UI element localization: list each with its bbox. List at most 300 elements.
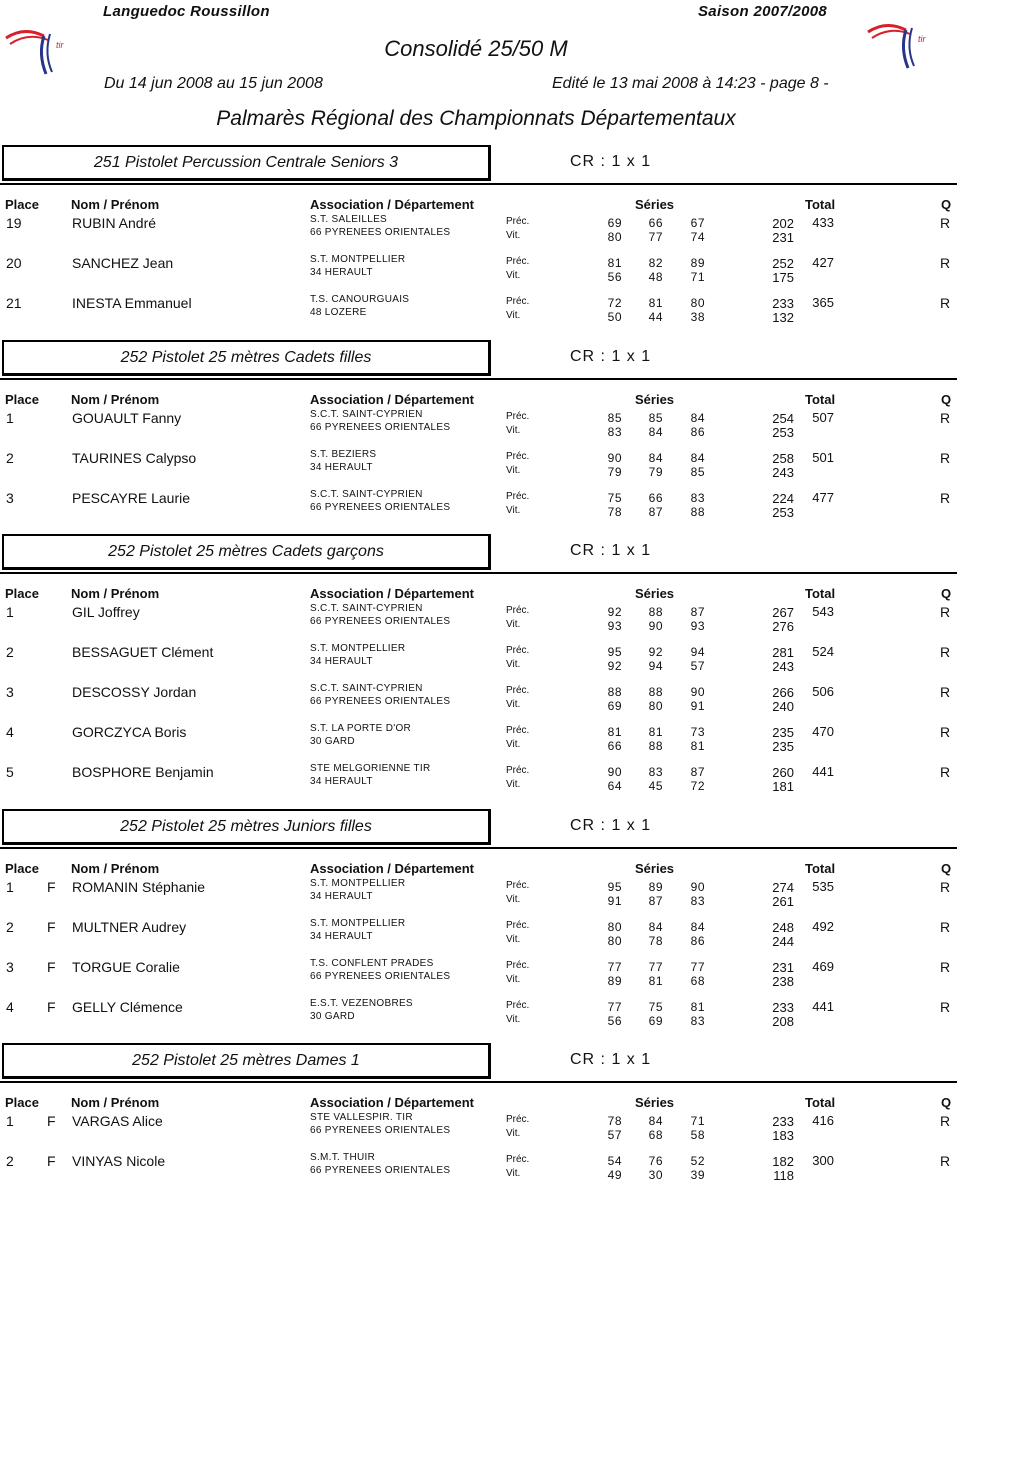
col-header-place: Place: [5, 1095, 39, 1110]
place-value: 20: [6, 255, 22, 271]
precision-subtotal: 254: [772, 411, 794, 426]
speed-label: Vit.: [506, 699, 521, 710]
precision-subtotal: 260: [772, 765, 794, 780]
place-value: 1: [6, 1113, 14, 1129]
speed-series-score: 91: [607, 894, 622, 908]
precision-series-score: 89: [690, 256, 705, 270]
col-header-series: Séries: [635, 586, 675, 601]
precision-series-score: 84: [690, 920, 705, 934]
speed-series-score: 44: [648, 310, 663, 324]
club-name: S.T. BEZIERS: [310, 449, 377, 460]
precision-series-score: 90: [607, 765, 622, 779]
speed-series-score: 93: [607, 619, 622, 633]
result-row: [0, 999, 960, 1035]
speed-series-score: 72: [690, 779, 705, 793]
category-cr-label: CR : 1 x 1: [570, 1051, 652, 1068]
speed-series-score: 79: [648, 465, 663, 479]
qualification-mark: R: [940, 919, 951, 935]
precision-subtotal: 274: [772, 880, 794, 895]
col-header-club: Association / Département: [310, 197, 474, 212]
speed-series-score: 93: [690, 619, 705, 633]
precision-series-score: 82: [648, 256, 663, 270]
precision-subtotal: 224: [772, 491, 794, 506]
col-header-total: Total: [805, 197, 836, 212]
precision-label: Préc.: [506, 725, 530, 736]
qualification-mark: R: [940, 1153, 951, 1169]
total-score: 524: [812, 644, 834, 659]
qualification-mark: R: [940, 644, 951, 660]
precision-subtotal: 202: [772, 216, 794, 231]
category-cr-label: CR : 1 x 1: [570, 817, 652, 834]
qualification-mark: R: [940, 255, 951, 271]
precision-series-score: 81: [607, 256, 622, 270]
precision-label: Préc.: [506, 451, 530, 462]
precision-series-score: 66: [648, 491, 663, 505]
speed-subtotal: 208: [772, 1014, 794, 1029]
result-row: [0, 295, 960, 331]
sex-value: F: [47, 999, 56, 1015]
place-value: 3: [6, 490, 14, 506]
speed-series-score: 57: [690, 659, 705, 673]
speed-label: Vit.: [506, 270, 521, 281]
precision-series-score: 84: [690, 411, 705, 425]
shooter-name: MULTNER Audrey: [72, 919, 187, 935]
precision-label: Préc.: [506, 1114, 530, 1125]
speed-subtotal: 244: [772, 934, 794, 949]
club-name: T.S. CONFLENT PRADES: [310, 958, 434, 969]
total-score: 506: [812, 684, 834, 699]
col-header-name: Nom / Prénom: [71, 861, 160, 876]
svg-text:tir: tir: [918, 34, 926, 44]
speed-series-score: 81: [690, 739, 705, 753]
club-name: E.S.T. VEZENOBRES: [310, 998, 413, 1009]
result-row: [0, 764, 960, 800]
shooter-name: INESTA Emmanuel: [72, 295, 192, 311]
place-value: 3: [6, 959, 14, 975]
sex-value: F: [47, 919, 56, 935]
speed-series-score: 84: [648, 425, 663, 439]
speed-series-score: 39: [690, 1168, 705, 1182]
speed-label: Vit.: [506, 505, 521, 516]
club-name: S.C.T. SAINT-CYPRIEN: [310, 603, 423, 614]
sex-value: F: [47, 879, 56, 895]
result-row: [0, 410, 960, 446]
place-value: 2: [6, 919, 14, 935]
speed-series-score: 85: [690, 465, 705, 479]
club-name: STE MELGORIENNE TIR: [310, 763, 431, 774]
precision-series-score: 77: [648, 960, 663, 974]
qualification-mark: R: [940, 879, 951, 895]
speed-series-score: 90: [648, 619, 663, 633]
col-header-club: Association / Département: [310, 392, 474, 407]
club-name: S.T. MONTPELLIER: [310, 918, 406, 929]
precision-series-score: 81: [690, 1000, 705, 1014]
result-row: [0, 684, 960, 720]
precision-series-score: 81: [607, 725, 622, 739]
precision-label: Préc.: [506, 645, 530, 656]
precision-series-score: 85: [607, 411, 622, 425]
speed-label: Vit.: [506, 779, 521, 790]
department-name: 66 PYRENEES ORIENTALES: [310, 971, 451, 982]
col-header-series: Séries: [635, 1095, 675, 1110]
precision-series-score: 87: [690, 605, 705, 619]
shooter-name: SANCHEZ Jean: [72, 255, 174, 271]
document-subtitle: Palmarès Régional des Championnats Départementaux: [216, 107, 736, 130]
speed-series-score: 64: [607, 779, 622, 793]
precision-label: Préc.: [506, 1154, 530, 1165]
sex-value: F: [47, 1153, 56, 1169]
total-score: 501: [812, 450, 834, 465]
speed-series-score: 80: [607, 230, 622, 244]
precision-series-score: 90: [690, 880, 705, 894]
department-name: 48 LOZERE: [310, 307, 367, 318]
precision-subtotal: 182: [772, 1154, 794, 1169]
department-name: 34 HERAULT: [310, 931, 373, 942]
precision-subtotal: 267: [772, 605, 794, 620]
club-name: S.M.T. THUIR: [310, 1152, 376, 1163]
precision-series-score: 89: [648, 880, 663, 894]
precision-label: Préc.: [506, 880, 530, 891]
total-score: 416: [812, 1113, 834, 1128]
precision-subtotal: 281: [772, 645, 794, 660]
precision-series-score: 72: [607, 296, 622, 310]
speed-series-score: 77: [648, 230, 663, 244]
qualification-mark: R: [940, 490, 951, 506]
col-header-club: Association / Département: [310, 586, 474, 601]
speed-series-score: 86: [690, 934, 705, 948]
precision-series-score: 84: [648, 1114, 663, 1128]
speed-series-score: 87: [648, 505, 663, 519]
speed-series-score: 78: [648, 934, 663, 948]
club-name: S.T. LA PORTE D'OR: [310, 723, 412, 734]
precision-series-score: 52: [690, 1154, 705, 1168]
precision-label: Préc.: [506, 1000, 530, 1011]
col-header-place: Place: [5, 586, 39, 601]
department-name: 34 HERAULT: [310, 776, 373, 787]
club-name: S.T. MONTPELLIER: [310, 254, 406, 265]
result-row: [0, 724, 960, 760]
total-score: 477: [812, 490, 834, 505]
club-name: STE VALLESPIR. TIR: [310, 1112, 413, 1123]
speed-subtotal: 276: [772, 619, 794, 634]
shooter-name: GOUAULT Fanny: [72, 410, 182, 426]
total-score: 507: [812, 410, 834, 425]
category-cr-label: CR : 1 x 1: [570, 348, 652, 365]
club-name: S.C.T. SAINT-CYPRIEN: [310, 409, 423, 420]
speed-subtotal: 118: [773, 1168, 794, 1183]
speed-subtotal: 243: [772, 465, 794, 480]
result-row: [0, 450, 960, 486]
qualification-mark: R: [940, 999, 951, 1015]
speed-series-score: 81: [648, 974, 663, 988]
precision-series-score: 66: [648, 216, 663, 230]
precision-series-score: 83: [690, 491, 705, 505]
section-divider: [0, 183, 957, 185]
col-header-place: Place: [5, 197, 39, 212]
qualification-mark: R: [940, 295, 951, 311]
shooter-name: GELLY Clémence: [72, 999, 183, 1015]
precision-series-score: 54: [607, 1154, 622, 1168]
speed-series-score: 69: [648, 1014, 663, 1028]
precision-label: Préc.: [506, 491, 530, 502]
speed-series-score: 71: [690, 270, 705, 284]
speed-series-score: 78: [607, 505, 622, 519]
speed-subtotal: 231: [772, 230, 794, 245]
total-score: 543: [812, 604, 834, 619]
department-name: 34 HERAULT: [310, 656, 373, 667]
precision-series-score: 75: [607, 491, 622, 505]
total-score: 365: [812, 295, 834, 310]
precision-subtotal: 233: [772, 1000, 794, 1015]
qualification-mark: R: [940, 1113, 951, 1129]
speed-label: Vit.: [506, 934, 521, 945]
category-cr-label: CR : 1 x 1: [570, 542, 652, 559]
shooter-name: RUBIN André: [72, 215, 157, 231]
qualification-mark: R: [940, 724, 951, 740]
speed-series-score: 50: [607, 310, 622, 324]
club-name: T.S. CANOURGUAIS: [310, 294, 410, 305]
speed-series-score: 88: [648, 739, 663, 753]
precision-series-score: 85: [648, 411, 663, 425]
competition-dates: Du 14 jun 2008 au 15 jun 2008: [104, 75, 323, 92]
precision-series-score: 76: [648, 1154, 663, 1168]
shooter-name: VARGAS Alice: [72, 1113, 163, 1129]
col-header-q: Q: [941, 1095, 952, 1110]
place-value: 2: [6, 1153, 14, 1169]
speed-label: Vit.: [506, 465, 521, 476]
total-score: 441: [812, 999, 834, 1014]
total-score: 300: [812, 1153, 834, 1168]
speed-label: Vit.: [506, 230, 521, 241]
category-title-box: 251 Pistolet Percussion Centrale Seniors 3: [2, 145, 491, 181]
col-header-q: Q: [941, 861, 952, 876]
precision-series-score: 92: [648, 645, 663, 659]
speed-subtotal: 238: [772, 974, 794, 989]
club-name: S.T. MONTPELLIER: [310, 643, 406, 654]
speed-label: Vit.: [506, 310, 521, 321]
department-name: 66 PYRENEES ORIENTALES: [310, 1125, 451, 1136]
result-row: [0, 879, 960, 915]
category-title-box: 252 Pistolet 25 mètres Juniors filles: [2, 809, 491, 845]
speed-series-score: 68: [690, 974, 705, 988]
col-header-place: Place: [5, 392, 39, 407]
club-name: S.T. SALEILLES: [310, 214, 388, 225]
speed-series-score: 79: [607, 465, 622, 479]
shooter-name: ROMANIN Stéphanie: [72, 879, 206, 895]
speed-series-score: 91: [690, 699, 705, 713]
total-score: 469: [812, 959, 834, 974]
club-name: S.T. MONTPELLIER: [310, 878, 406, 889]
result-row: [0, 919, 960, 955]
precision-subtotal: 258: [772, 451, 794, 466]
department-name: 66 PYRENEES ORIENTALES: [310, 422, 451, 433]
speed-series-score: 49: [607, 1168, 622, 1182]
shooter-name: TORGUE Coralie: [72, 959, 180, 975]
section-divider: [0, 572, 957, 574]
col-header-total: Total: [805, 861, 836, 876]
place-value: 1: [6, 604, 14, 620]
qualification-mark: R: [940, 959, 951, 975]
shooter-name: PESCAYRE Laurie: [72, 490, 191, 506]
department-name: 66 PYRENEES ORIENTALES: [310, 696, 451, 707]
precision-series-score: 87: [690, 765, 705, 779]
department-name: 66 PYRENEES ORIENTALES: [310, 616, 451, 627]
speed-series-score: 38: [690, 310, 705, 324]
precision-series-score: 77: [690, 960, 705, 974]
precision-label: Préc.: [506, 765, 530, 776]
col-header-series: Séries: [635, 861, 675, 876]
precision-series-score: 83: [648, 765, 663, 779]
shooter-name: GORCZYCA Boris: [72, 724, 187, 740]
precision-series-score: 77: [607, 960, 622, 974]
speed-series-score: 80: [648, 699, 663, 713]
document-title: Consolidé 25/50 M: [384, 36, 568, 61]
speed-series-score: 57: [607, 1128, 622, 1142]
place-value: 3: [6, 684, 14, 700]
qualification-mark: R: [940, 604, 951, 620]
precision-label: Préc.: [506, 216, 530, 227]
speed-series-score: 94: [648, 659, 663, 673]
speed-subtotal: 132: [772, 310, 794, 325]
department-name: 34 HERAULT: [310, 462, 373, 473]
col-header-name: Nom / Prénom: [71, 392, 160, 407]
section-divider: [0, 1081, 957, 1083]
section-divider: [0, 378, 957, 380]
total-score: 427: [812, 255, 834, 270]
sex-value: F: [47, 959, 56, 975]
precision-series-score: 78: [607, 1114, 622, 1128]
place-value: 4: [6, 724, 14, 740]
precision-series-score: 81: [648, 725, 663, 739]
result-row: [0, 490, 960, 526]
result-row: [0, 604, 960, 640]
precision-series-score: 84: [648, 451, 663, 465]
speed-label: Vit.: [506, 1014, 521, 1025]
speed-series-score: 30: [648, 1168, 663, 1182]
season-label: Saison 2007/2008: [698, 3, 828, 20]
department-name: 30 GARD: [310, 1011, 355, 1022]
col-header-q: Q: [941, 197, 952, 212]
speed-series-score: 83: [690, 1014, 705, 1028]
club-name: S.C.T. SAINT-CYPRIEN: [310, 683, 423, 694]
category-title-box: 252 Pistolet 25 mètres Cadets garçons: [2, 534, 491, 570]
result-row: [0, 1113, 960, 1149]
speed-subtotal: 183: [772, 1128, 794, 1143]
col-header-series: Séries: [635, 392, 675, 407]
speed-subtotal: 253: [772, 505, 794, 520]
result-row: [0, 644, 960, 680]
total-score: 470: [812, 724, 834, 739]
department-name: 66 PYRENEES ORIENTALES: [310, 502, 451, 513]
place-value: 19: [6, 215, 22, 231]
precision-series-score: 92: [607, 605, 622, 619]
precision-series-score: 95: [607, 880, 622, 894]
qualification-mark: R: [940, 215, 951, 231]
precision-series-score: 88: [648, 685, 663, 699]
place-value: 2: [6, 644, 14, 660]
col-header-q: Q: [941, 586, 952, 601]
sex-value: F: [47, 1113, 56, 1129]
club-name: S.C.T. SAINT-CYPRIEN: [310, 489, 423, 500]
precision-subtotal: 233: [772, 1114, 794, 1129]
speed-series-score: 58: [690, 1128, 705, 1142]
speed-label: Vit.: [506, 1128, 521, 1139]
col-header-q: Q: [941, 392, 952, 407]
shooter-name: VINYAS Nicole: [72, 1153, 166, 1169]
precision-series-score: 90: [690, 685, 705, 699]
speed-series-score: 86: [690, 425, 705, 439]
speed-subtotal: 235: [772, 739, 794, 754]
precision-label: Préc.: [506, 605, 530, 616]
speed-label: Vit.: [506, 619, 521, 630]
speed-subtotal: 181: [772, 779, 794, 794]
result-row: [0, 215, 960, 251]
precision-series-score: 95: [607, 645, 622, 659]
speed-label: Vit.: [506, 739, 521, 750]
speed-series-score: 92: [607, 659, 622, 673]
speed-series-score: 87: [648, 894, 663, 908]
edition-info: Edité le 13 mai 2008 à 14:23 - page 8 -: [552, 75, 829, 92]
speed-label: Vit.: [506, 974, 521, 985]
precision-subtotal: 252: [772, 256, 794, 271]
speed-series-score: 80: [607, 934, 622, 948]
department-name: 66 PYRENEES ORIENTALES: [310, 1165, 451, 1176]
precision-label: Préc.: [506, 256, 530, 267]
result-row: [0, 255, 960, 291]
precision-series-score: 71: [690, 1114, 705, 1128]
category-title-box: 252 Pistolet 25 mètres Cadets filles: [2, 340, 491, 376]
precision-subtotal: 233: [772, 296, 794, 311]
department-name: 66 PYRENEES ORIENTALES: [310, 227, 451, 238]
speed-series-score: 69: [607, 699, 622, 713]
speed-series-score: 74: [690, 230, 705, 244]
precision-subtotal: 266: [772, 685, 794, 700]
precision-series-score: 90: [607, 451, 622, 465]
total-score: 492: [812, 919, 834, 934]
col-header-name: Nom / Prénom: [71, 586, 160, 601]
precision-series-score: 84: [648, 920, 663, 934]
category-cr-label: CR : 1 x 1: [570, 153, 652, 170]
total-score: 535: [812, 879, 834, 894]
precision-series-score: 80: [690, 296, 705, 310]
shooter-name: BOSPHORE Benjamin: [72, 764, 214, 780]
total-score: 433: [812, 215, 834, 230]
precision-label: Préc.: [506, 411, 530, 422]
region-name: Languedoc Roussillon: [103, 3, 270, 20]
shooter-name: BESSAGUET Clément: [72, 644, 214, 660]
speed-series-score: 88: [690, 505, 705, 519]
speed-label: Vit.: [506, 1168, 521, 1179]
department-name: 30 GARD: [310, 736, 355, 747]
section-divider: [0, 847, 957, 849]
place-value: 1: [6, 879, 14, 895]
svg-text:tir: tir: [56, 40, 64, 50]
col-header-place: Place: [5, 861, 39, 876]
place-value: 21: [6, 295, 22, 311]
speed-label: Vit.: [506, 659, 521, 670]
precision-series-score: 80: [607, 920, 622, 934]
qualification-mark: R: [940, 764, 951, 780]
shooter-name: DESCOSSY Jordan: [72, 684, 197, 700]
speed-subtotal: 261: [772, 894, 794, 909]
col-header-series: Séries: [635, 197, 675, 212]
category-title-box: 252 Pistolet 25 mètres Dames 1: [2, 1043, 491, 1079]
speed-series-score: 66: [607, 739, 622, 753]
speed-series-score: 56: [607, 1014, 622, 1028]
precision-series-score: 88: [607, 685, 622, 699]
precision-subtotal: 231: [772, 960, 794, 975]
precision-label: Préc.: [506, 685, 530, 696]
